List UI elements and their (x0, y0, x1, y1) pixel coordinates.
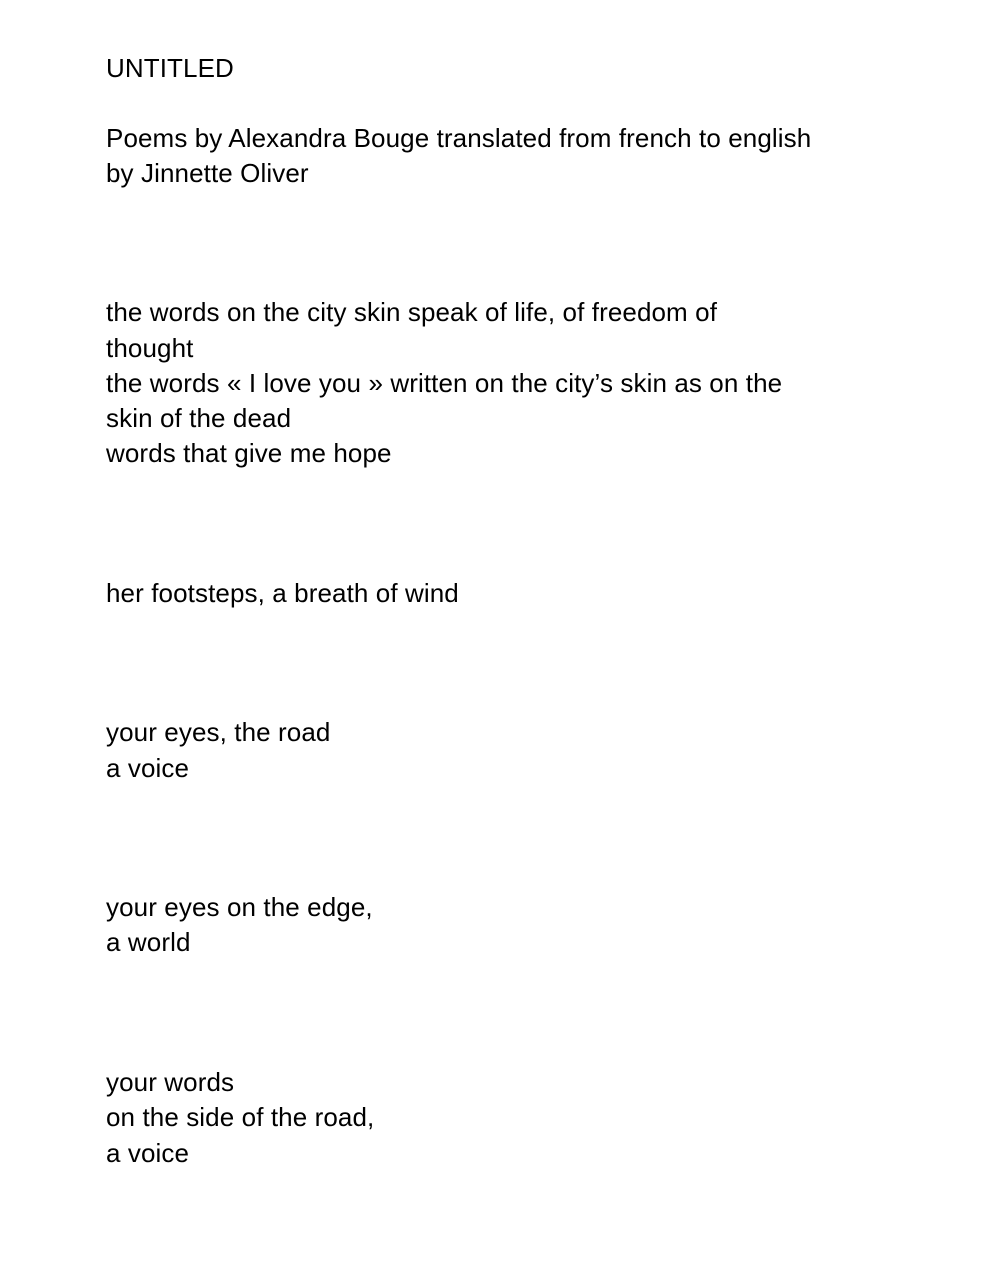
poem-line: the words « I love you » written on the city’s skin as on the (106, 368, 783, 398)
poem-line: words that give me hope (106, 438, 392, 468)
document-title: UNTITLED (106, 53, 234, 83)
poem-line: on the side of the road, (106, 1102, 375, 1132)
poem-line: a voice (106, 753, 190, 783)
poem-line: skin of the dead (106, 403, 292, 433)
byline-line-1: Poems by Alexandra Bouge translated from french to english (106, 123, 812, 153)
byline-line-2: by Jinnette Oliver (106, 158, 309, 188)
poem-line: your eyes on the edge, (106, 892, 373, 922)
poem-line: the words on the city skin speak of life, of freedom of (106, 297, 718, 327)
poem-line: a world (106, 927, 191, 957)
poem-line: your eyes, the road (106, 717, 331, 747)
poem-line: thought (106, 333, 194, 363)
poem-line: a voice (106, 1138, 190, 1168)
poem-line: her footsteps, a breath of wind (106, 578, 459, 608)
poem-line: your words (106, 1067, 235, 1097)
